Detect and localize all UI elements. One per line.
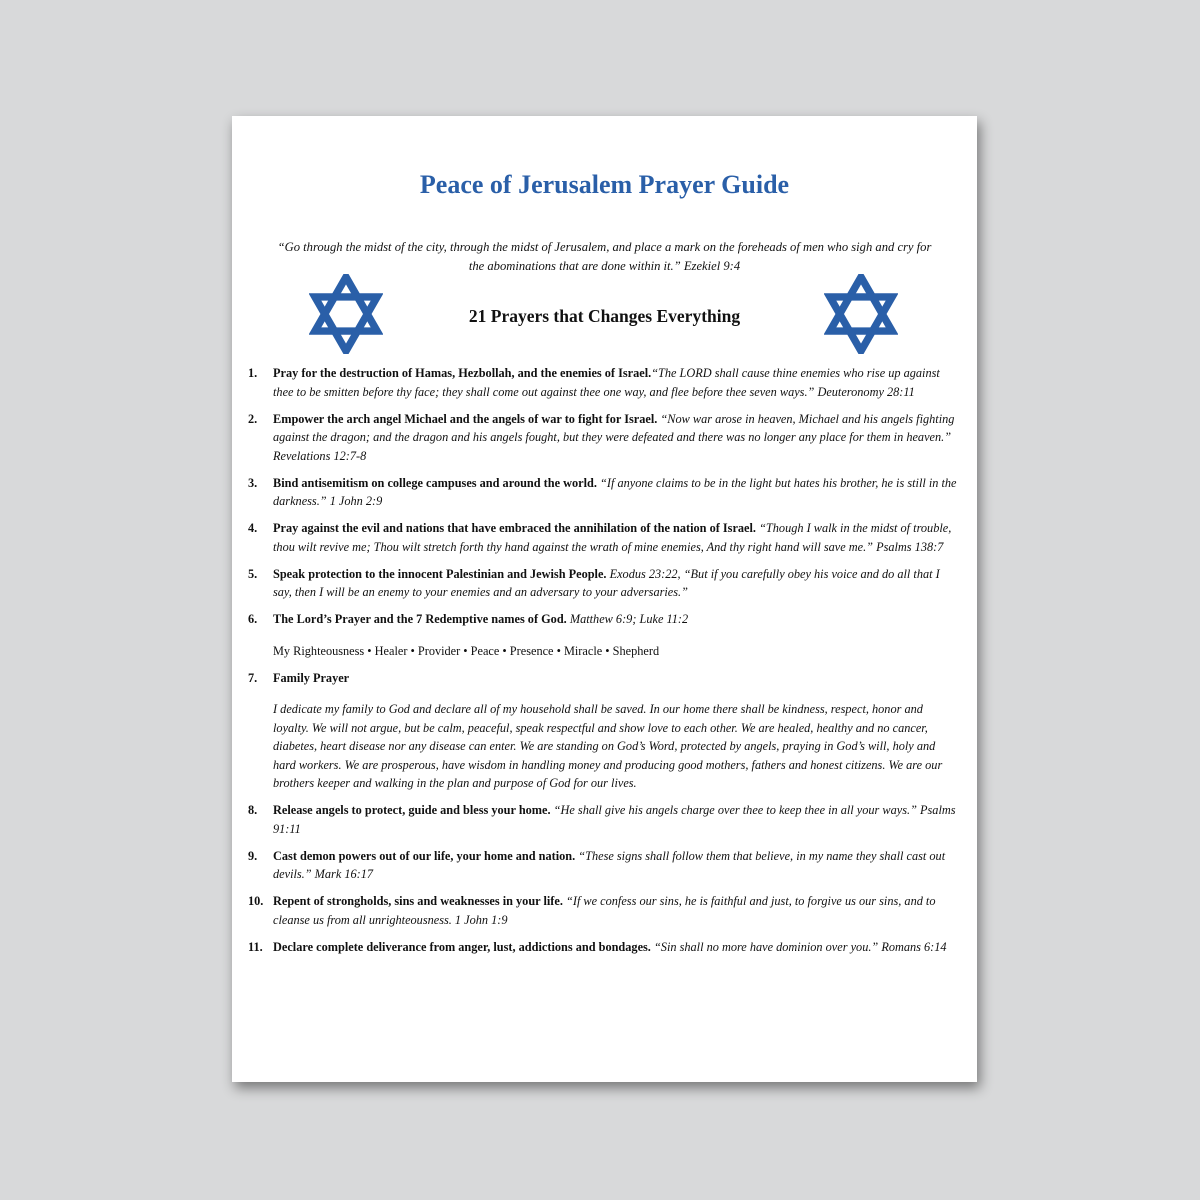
prayer-number: 11. — [248, 939, 263, 954]
page-title: Peace of Jerusalem Prayer Guide — [419, 170, 790, 199]
prayer-number: 1. — [248, 366, 258, 380]
prayer-heading: Declare complete deliverance from anger, lust, addictions and bondages. — [273, 939, 651, 954]
prayer-list — [248, 364, 959, 965]
prayer-number: 2. — [248, 411, 258, 426]
prayer-verse: Exodus 23:22, “But if you carefully obey his voice and do all that I say, then I will be an enemy to your enemies and an adversary to your adversaries.” — [273, 566, 940, 599]
prayer-heading: Empower the arch angel Michael and the angels of war to fight for Israel. — [273, 411, 658, 426]
redemptive-names: My Righteousness • Healer • Provider • Peace • Presence • Miracle • Shepherd — [273, 643, 660, 658]
epigraph-line-2: the abominations that are done within it.” Ezekiel 9:4 — [468, 259, 741, 273]
prayer-item — [248, 565, 959, 602]
prayer-item — [248, 801, 959, 838]
prayer-heading: The Lord’s Prayer and the 7 Redemptive names of God. — [273, 612, 567, 626]
prayer-verse: “If we confess our sins, he is faithful and just, to forgive us our sins, and to cleanse us from all unrighteousness. 1 John 1:9 — [273, 894, 936, 927]
prayer-item — [248, 519, 959, 556]
prayer-item — [248, 610, 959, 660]
prayer-item — [248, 474, 959, 511]
prayer-heading: Pray against the evil and nations that have embraced the annihilation of the nation of Israel. — [273, 521, 757, 535]
epigraph-quote — [252, 238, 957, 276]
prayer-number: 7. — [248, 670, 258, 685]
prayer-heading: Cast demon powers out of our life, your home and nation. — [273, 848, 576, 863]
prayer-verse: “If anyone claims to be in the light but hates his brother, he is still in the darkness.” 1 John 2:9 — [273, 475, 957, 508]
subtitle: 21 Prayers that Changes Everything — [468, 306, 741, 326]
prayer-verse: “The LORD shall cause thine enemies who rise up against thee to be smitten before thy face; they shall come out against thee one way, and flee before thee seven ways.” Deuteronomy 28:11 — [273, 366, 940, 399]
prayer-heading: Pray for the destruction of Hamas, Hezbollah, and the enemies of Israel. — [273, 366, 652, 380]
prayer-heading: Bind antisemitism on college campuses and around the world. — [273, 475, 597, 490]
prayer-verse: “These signs shall follow them that believe, in my name they shall cast out devils.” Mark 16:17 — [273, 848, 946, 881]
document-page — [232, 116, 977, 1082]
prayer-item — [248, 892, 959, 929]
prayer-number: 5. — [248, 566, 258, 581]
prayer-item — [248, 410, 959, 466]
prayer-item — [248, 847, 959, 884]
prayer-number: 9. — [248, 848, 258, 863]
prayer-verse: Matthew 6:9; Luke 11:2 — [566, 612, 689, 626]
prayer-item — [248, 669, 959, 793]
prayer-verse: “Though I walk in the midst of trouble, thou wilt revive me; Thou wilt stretch forth thy hand against the wrath of mine enemies, And thy right hand will save me.” Psalms 138:7 — [273, 521, 952, 554]
prayer-verse: “He shall give his angels charge over thee to keep thee in all your ways.” Psalms 91:11 — [273, 803, 956, 836]
prayer-verse: “Sin shall no more have dominion over you.” Romans 6:14 — [650, 939, 947, 954]
prayer-heading: Family Prayer — [273, 670, 350, 685]
epigraph-line-1: “Go through the midst of the city, through the midst of Jerusalem, and place a mark on the foreheads of men who sigh and cry for — [277, 240, 932, 254]
star-of-david-icon — [824, 274, 898, 354]
prayer-item — [248, 364, 959, 401]
prayer-verse: “Now war arose in heaven, Michael and his angels fighting against the dragon; and the dragon and his angels fought, but they were defeated and there was no longer any place for them in heaven.” Revelations 12:7-8 — [273, 411, 955, 463]
prayer-number: 10. — [248, 894, 264, 908]
prayer-item — [248, 938, 959, 957]
prayer-number: 8. — [248, 803, 258, 817]
prayer-heading: Release angels to protect, guide and bless your home. — [273, 803, 551, 817]
prayer-number: 3. — [248, 475, 258, 490]
prayer-number: 6. — [248, 612, 258, 626]
prayer-heading: Speak protection to the innocent Palestinian and Jewish People. — [273, 566, 607, 581]
prayer-number: 4. — [248, 521, 258, 535]
prayer-heading: Repent of strongholds, sins and weaknesses in your life. — [273, 894, 563, 908]
family-prayer-text: I dedicate my family to God and declare all of my household shall be saved. In our home there shall be kindness, respect, honor and loyalty. We will not argue, but be calm, peaceful, speak respectful and show love to each other. We are healed, healthy and no cancer, diabetes, heart disease nor any disease can enter. We are standing on God’s Word, protected by angels, praying in God’s will, holy and hard workers. We are prosperous, have wisdom in handling money and producing good mothers, fathers and honest citizens. We are our brothers keeper and walking in the plan and purpose of God for our lives. — [273, 702, 943, 790]
